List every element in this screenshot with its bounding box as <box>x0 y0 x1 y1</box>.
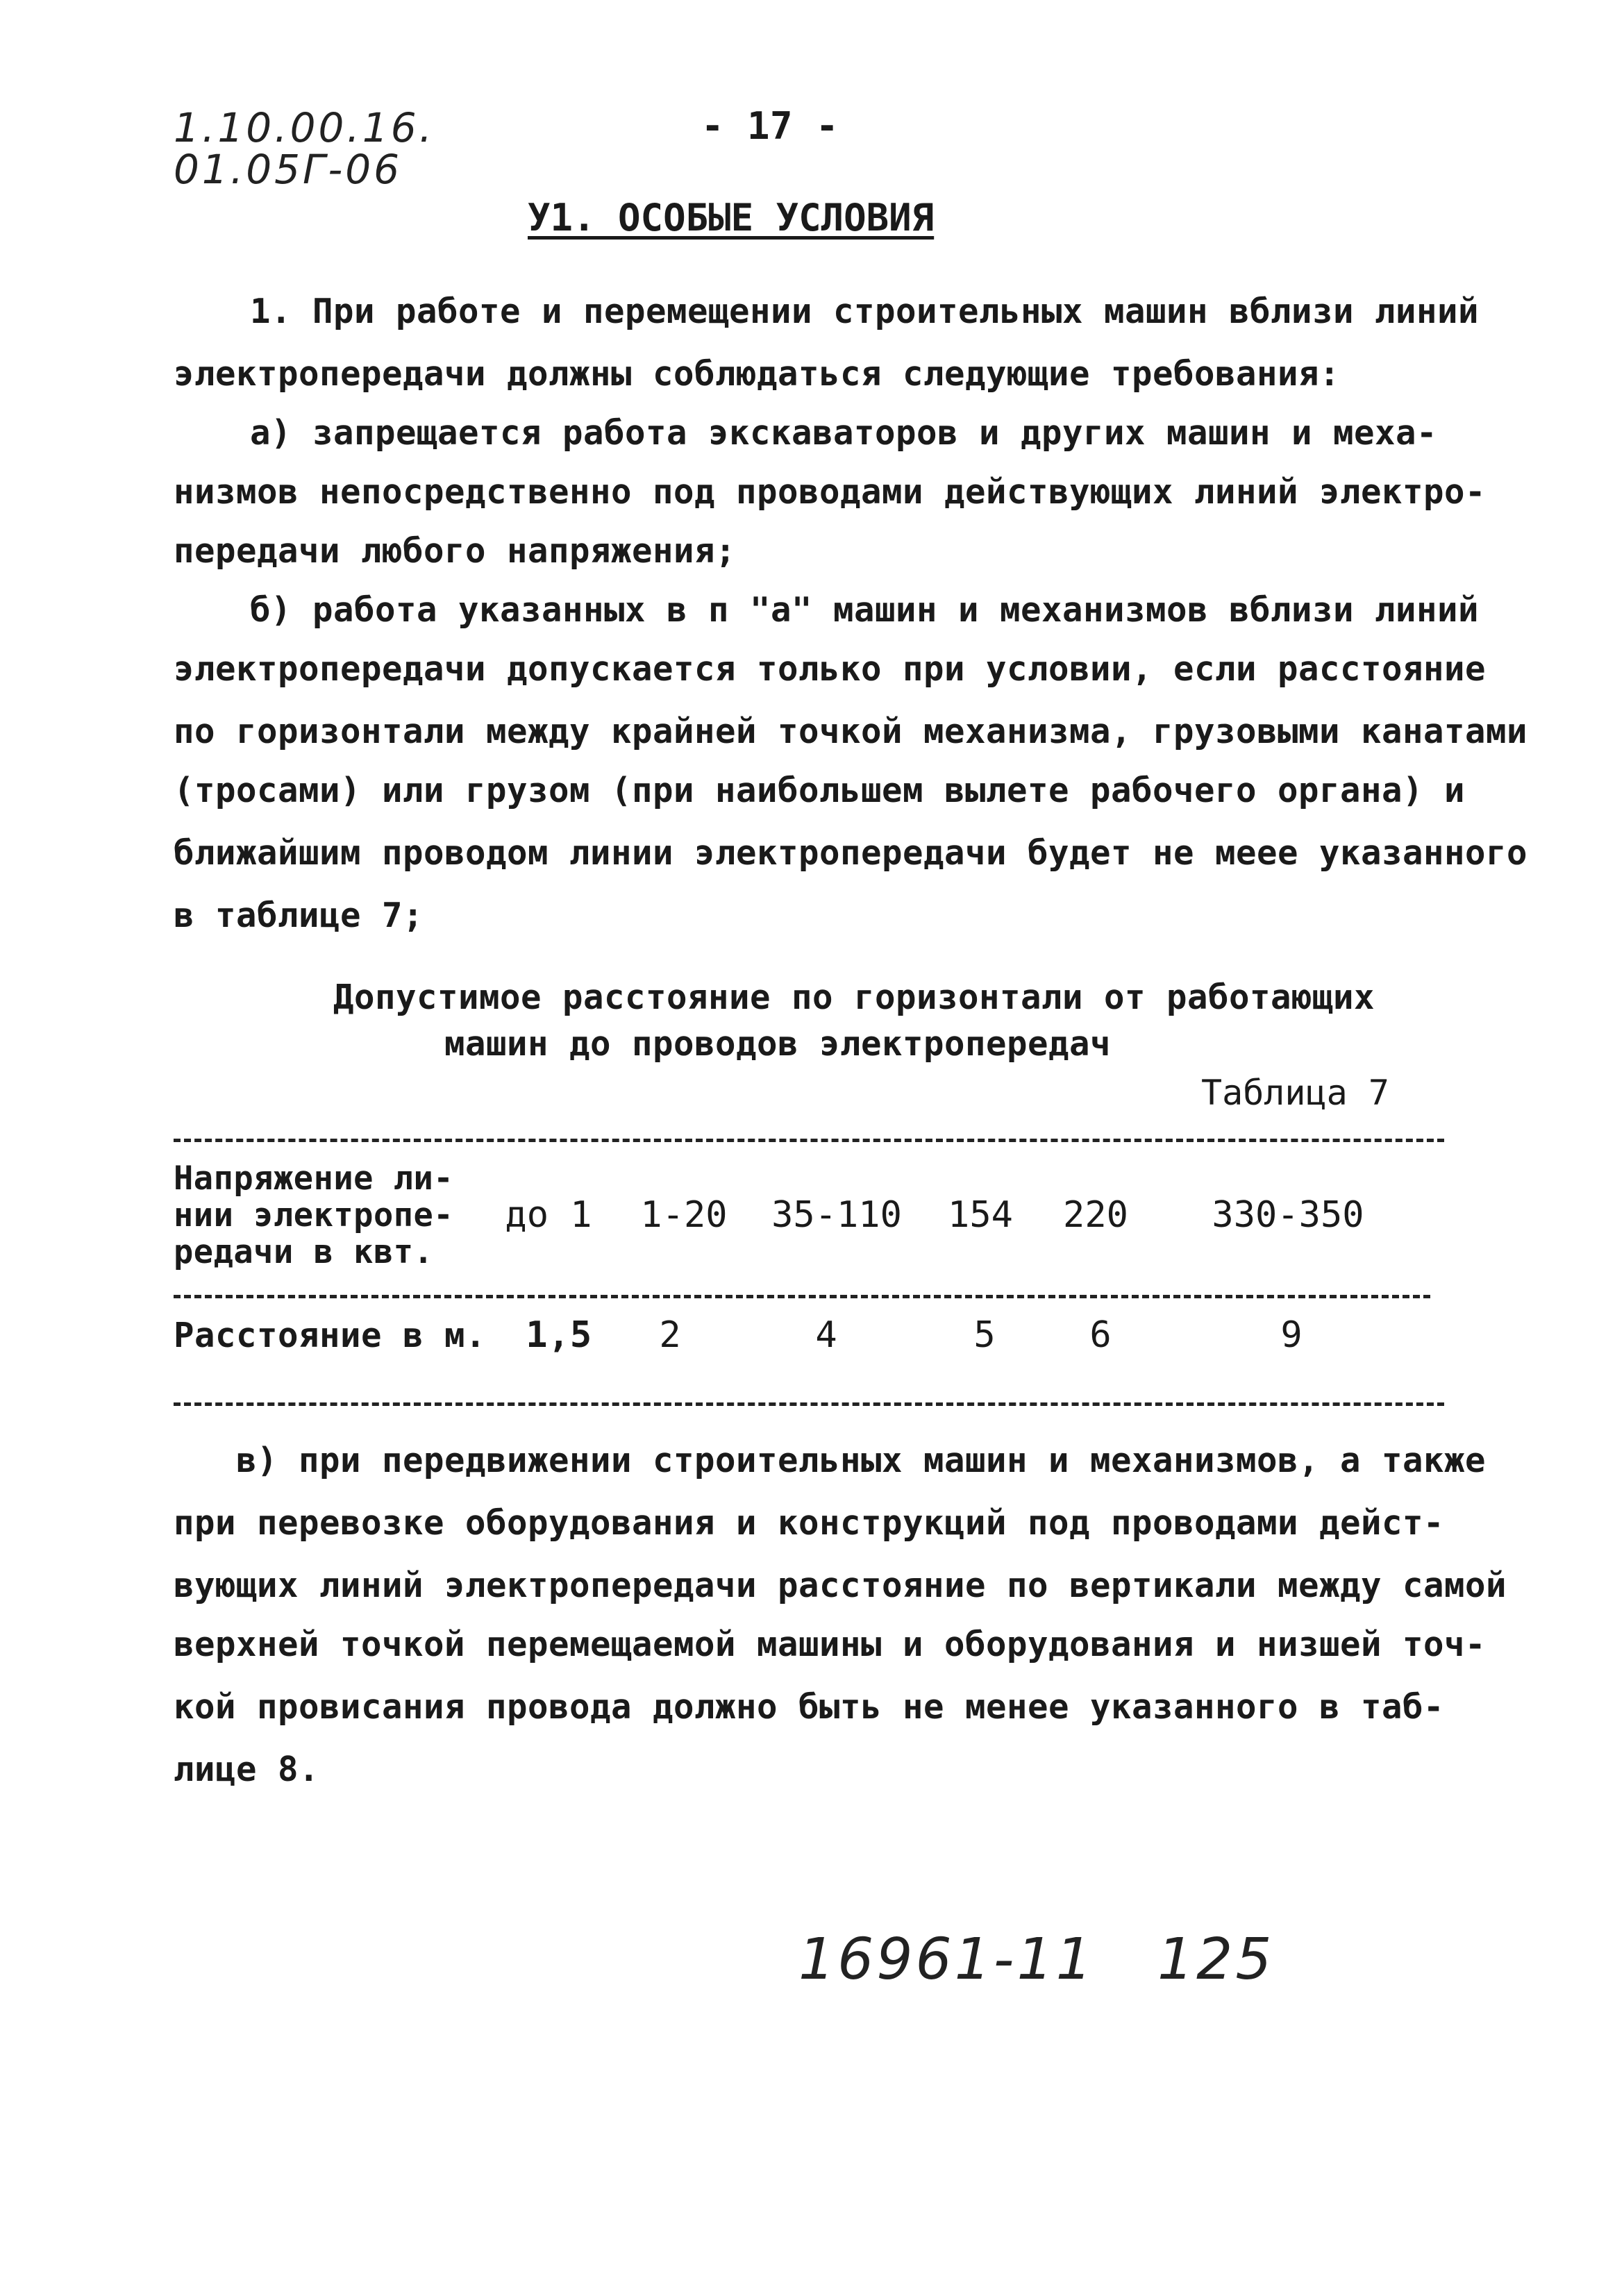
distance-cell: 2 <box>659 1314 681 1356</box>
table-rule <box>174 1139 1444 1142</box>
distance-cell: 5 <box>973 1314 996 1356</box>
distance-label: Расстояние в м. <box>174 1316 487 1355</box>
text-line: по горизонтали между крайней точкой механизма, грузовыми канатами <box>174 712 1528 751</box>
text-line: а) запрещается работа экскаваторов и других машин и меха- <box>250 413 1438 453</box>
table-label: Таблица 7 <box>1201 1073 1389 1113</box>
table-caption: машин до проводов электропередач <box>444 1024 1112 1064</box>
voltage-cell: 35-110 <box>771 1194 902 1236</box>
text-line: верхней точкой перемещаемой машины и оборудования и низшей точ- <box>174 1625 1487 1664</box>
table-rule <box>174 1402 1444 1406</box>
distance-cell: 9 <box>1280 1314 1303 1356</box>
section-title: У1. ОСОБЫЕ УСЛОВИЯ <box>528 196 935 240</box>
text-line: в таблице 7; <box>174 896 424 935</box>
document-code-line2: 01.05Г-06 <box>174 146 403 193</box>
text-line: ближайшим проводом линии электропередачи будет не меее указанного <box>174 833 1528 873</box>
text-line: низмов непосредственно под проводами действующих линий электро- <box>174 472 1487 512</box>
distance-cell: 1,5 <box>526 1314 592 1356</box>
text-line: лице 8. <box>174 1750 320 1789</box>
voltage-cell: 330-350 <box>1212 1194 1364 1236</box>
voltage-cell: 1-20 <box>640 1194 728 1236</box>
handwritten-number: 16961-11 125 <box>798 1927 1275 1993</box>
distance-cell: 4 <box>815 1314 837 1356</box>
header-label: Напряжение ли- <box>174 1159 454 1198</box>
text-line: (тросами) или грузом (при наибольшем вылете рабочего органа) и <box>174 771 1466 810</box>
document-code-line1: 1.10.00.16. <box>174 104 435 151</box>
voltage-cell: до 1 <box>505 1194 592 1236</box>
text-line: в) при передвижении строительных машин и механизмов, а также <box>236 1441 1487 1480</box>
text-line: электропередачи допускается только при условии, если расстояние <box>174 649 1487 689</box>
text-line: кой провисания провода должно быть не менее указанного в таб- <box>174 1687 1445 1727</box>
table-rule <box>174 1295 1430 1298</box>
text-line: вующих линий электропередачи расстояние по вертикали между самой <box>174 1566 1507 1605</box>
text-line: при перевозке оборудования и конструкций под проводами дейст- <box>174 1503 1445 1543</box>
text-line: электропередачи должны соблюдаться следующие требования: <box>174 354 1341 394</box>
voltage-cell: 154 <box>948 1194 1013 1236</box>
table-caption: Допустимое расстояние по горизонтали от работающих <box>333 978 1375 1017</box>
text-line: б) работа указанных в п "а" машин и механизмов вблизи линий <box>250 590 1480 630</box>
header-label: нии электропе- <box>174 1196 454 1234</box>
voltage-cell: 220 <box>1063 1194 1128 1236</box>
text-line: 1. При работе и перемещении строительных машин вблизи линий <box>250 292 1480 331</box>
page-number: - 17 - <box>701 104 839 148</box>
header-label: редачи в квт. <box>174 1233 434 1271</box>
distance-cell: 6 <box>1089 1314 1112 1356</box>
text-line: передачи любого напряжения; <box>174 531 737 571</box>
